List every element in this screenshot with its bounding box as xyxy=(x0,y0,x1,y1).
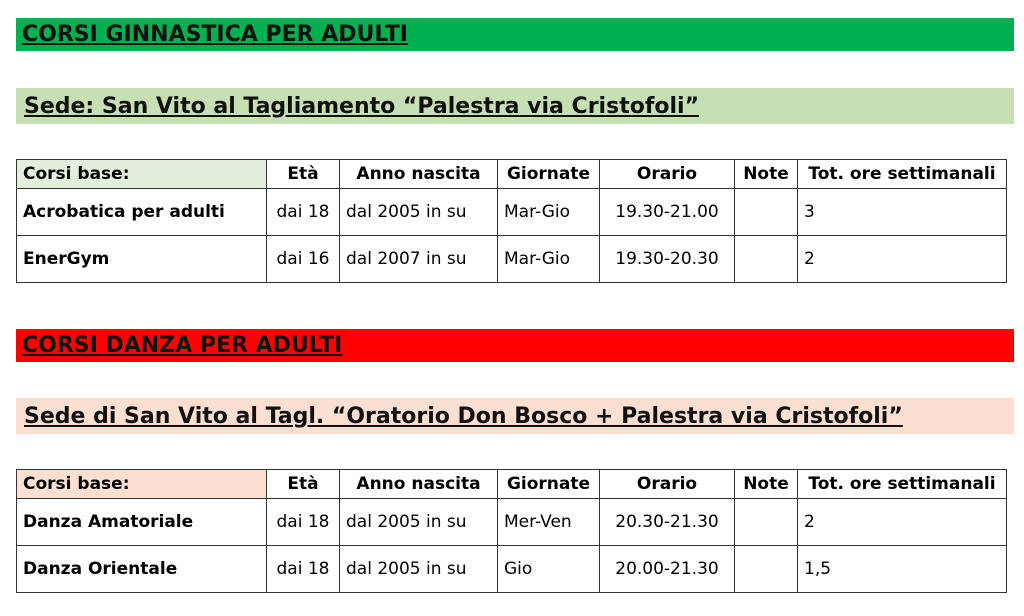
course-name: Danza Amatoriale xyxy=(17,499,267,546)
header-eta: Età xyxy=(267,470,340,499)
header-anno: Anno nascita xyxy=(340,470,498,499)
header-ore: Tot. ore settimanali xyxy=(798,470,1007,499)
header-anno: Anno nascita xyxy=(340,160,498,189)
header-orario: Orario xyxy=(600,160,735,189)
course-ore: 2 xyxy=(798,236,1007,283)
table-header-row xyxy=(17,470,1007,499)
course-eta: dai 18 xyxy=(267,189,340,236)
course-giornate: Mar-Gio xyxy=(498,189,600,236)
section-title-ginnastica: CORSI GINNASTICA PER ADULTI xyxy=(16,18,1014,51)
table-header-row xyxy=(17,160,1007,189)
header-note: Note xyxy=(735,160,798,189)
course-orario: 20.30-21.30 xyxy=(600,499,735,546)
header-note: Note xyxy=(735,470,798,499)
course-note xyxy=(735,499,798,546)
course-name: Danza Orientale xyxy=(17,546,267,593)
header-giornate: Giornate xyxy=(498,160,600,189)
course-giornate: Mar-Gio xyxy=(498,236,600,283)
location-title-ginnastica: Sede: San Vito al Tagliamento “Palestra via Cristofoli” xyxy=(16,88,1014,124)
table-row xyxy=(17,499,1007,546)
header-corsi: Corsi base: xyxy=(17,470,267,499)
course-ore: 2 xyxy=(798,499,1007,546)
course-note xyxy=(735,546,798,593)
course-eta: dai 18 xyxy=(267,499,340,546)
course-eta: dai 16 xyxy=(267,236,340,283)
course-name: EnerGym xyxy=(17,236,267,283)
course-giornate: Gio xyxy=(498,546,600,593)
course-name: Acrobatica per adulti xyxy=(17,189,267,236)
course-anno: dal 2007 in su xyxy=(340,236,498,283)
header-ore: Tot. ore settimanali xyxy=(798,160,1007,189)
course-giornate: Mer-Ven xyxy=(498,499,600,546)
table-row xyxy=(17,189,1007,236)
header-eta: Età xyxy=(267,160,340,189)
header-giornate: Giornate xyxy=(498,470,600,499)
header-orario: Orario xyxy=(600,470,735,499)
table-ginnastica xyxy=(16,159,1007,283)
course-orario: 19.30-20.30 xyxy=(600,236,735,283)
table-danza xyxy=(16,469,1007,593)
course-note xyxy=(735,236,798,283)
course-anno: dal 2005 in su xyxy=(340,499,498,546)
course-ore: 3 xyxy=(798,189,1007,236)
course-anno: dal 2005 in su xyxy=(340,189,498,236)
course-eta: dai 18 xyxy=(267,546,340,593)
course-ore: 1,5 xyxy=(798,546,1007,593)
table-row xyxy=(17,236,1007,283)
course-anno: dal 2005 in su xyxy=(340,546,498,593)
header-corsi: Corsi base: xyxy=(17,160,267,189)
section-title-danza: CORSI DANZA PER ADULTI xyxy=(16,329,1014,362)
course-note xyxy=(735,189,798,236)
course-orario: 19.30-21.00 xyxy=(600,189,735,236)
course-orario: 20.00-21.30 xyxy=(600,546,735,593)
location-title-danza: Sede di San Vito al Tagl. “Oratorio Don Bosco + Palestra via Cristofoli” xyxy=(16,398,1014,434)
table-row xyxy=(17,546,1007,593)
